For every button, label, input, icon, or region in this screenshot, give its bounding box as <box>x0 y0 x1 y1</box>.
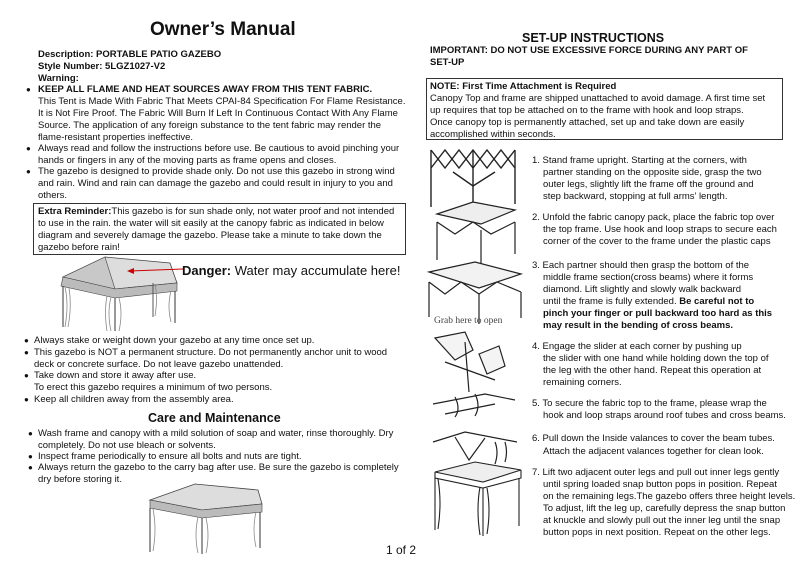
care-line: Always return the gazebo to the carry bag after use. Be sure the gazebo is completely <box>38 462 399 473</box>
note-line: Once canopy top is permanently attached, set up and take down are easily <box>430 117 745 128</box>
step-5-strap-drawing <box>433 394 515 417</box>
bullet-icon: ● <box>28 429 33 438</box>
bullet-icon: ● <box>24 348 29 357</box>
warning-label: Warning: <box>38 73 79 84</box>
note-line: Keep all children away from the assembly area. <box>34 394 234 405</box>
warning-2-line: Always read and follow the instructions before use. Be cautious to avoid pinching your <box>38 143 400 154</box>
step-7-line: 7. Lift two adjacent outer legs and pull out inner legs gently <box>532 467 780 478</box>
bullet-icon: ● <box>24 395 29 404</box>
step-3-frame-drawing <box>429 262 521 324</box>
step-6-line: 6. Pull down the Inside valances to cover the beam tubes. <box>532 433 775 444</box>
note-line: deck or concrete surface. Do not leave gazebo unattended. <box>34 359 284 370</box>
note-line: Take down and store it away after use. <box>34 370 197 381</box>
bullet-icon: ● <box>26 144 31 153</box>
danger-callout <box>182 263 400 278</box>
extra-reminder-line: gazebo before rain! <box>38 242 120 253</box>
note-heading: NOTE: First Time Attachment is Required <box>430 81 617 92</box>
step-3-line: diamond. Lift slightly and slowly walk backward <box>543 284 742 295</box>
bullet-icon: ● <box>28 452 33 461</box>
extra-reminder-line: to use in the rain. the water will sit easily at the canopy fabric as indicated in below <box>38 218 384 229</box>
bullet-icon: ● <box>26 167 31 176</box>
step-5-line: hook and loop straps around roof tubes and cross beams. <box>543 410 786 421</box>
warning-3-line: and rain. Wind and rain can damage the gazebo and could result in injury to you and <box>38 178 393 189</box>
step-1-line: partner standing on the opposite side, grasp the two <box>543 167 762 178</box>
important-line: IMPORTANT: DO NOT USE EXCESSIVE FORCE DURING ANY PART OF <box>430 45 748 56</box>
bullet-icon: ● <box>28 463 33 472</box>
care-line: dry before storing it. <box>38 474 122 485</box>
warning-1-line: This Tent is Made With Fabric That Meets CPAI-84 Specification For Flame Resistance. <box>38 96 406 107</box>
step-6-valance-drawing <box>433 432 517 464</box>
care-line: Inspect frame periodically to ensure all bolts and nuts are tight. <box>38 451 302 462</box>
step-2-line: the top frame. Use hook and loop straps to secure each <box>543 224 777 235</box>
danger-text: Water may accumulate here! <box>231 263 401 278</box>
warning-1-line: It is Not Fire Proof. The Fabric Will Burn If Left In Continuous Contact With Any Flame <box>38 108 398 119</box>
step-3-line: middle frame section(cross beams) where it forms <box>543 272 754 283</box>
step-3-text: until the frame is fully extended. <box>543 296 677 307</box>
note-line: accomplished within seconds. <box>430 129 556 140</box>
step-1-line: step backward, stopping at full arms’ length. <box>543 191 728 202</box>
setup-heading: SET-UP INSTRUCTIONS <box>522 31 665 45</box>
step-4-hand-drawing <box>435 332 505 392</box>
page-number: 1 of 2 <box>386 543 417 557</box>
step-3-line: 3. Each partner should then grasp the bottom of the <box>532 260 750 271</box>
step-2-line: corner of the cover to the frame under the plastic caps <box>543 236 771 247</box>
step-7-line: button pops in next position. Repeat on the other legs. <box>543 527 771 538</box>
care-line: Wash frame and canopy with a mild solution of soap and water, rinse thoroughly. Dry <box>38 428 394 439</box>
setup-illustrations <box>425 142 525 537</box>
warning-1-line: Source. The application of any foreign substance to the tent fabric may render the <box>38 120 382 131</box>
page-title: Owner’s Manual <box>150 19 296 40</box>
care-heading: Care and Maintenance <box>148 411 281 425</box>
gazebo-diagram <box>140 480 270 555</box>
extra-reminder-line: diagram and severely damage the gazebo. Please take a minute to take down the <box>38 230 382 241</box>
bullet-icon: ● <box>24 371 29 380</box>
gazebo-water-diagram <box>45 253 185 333</box>
step-2-line: 2. Unfold the fabric canopy pack, place the fabric top over <box>532 212 775 223</box>
step-4-line: the slider with one hand while holding down the top of <box>543 353 769 364</box>
step-7-line: until spring loaded snap button pops in position. Repeat <box>543 479 777 490</box>
step-3-warning: Be careful not to <box>676 296 755 307</box>
note-line: Always stake or weight down your gazebo at any time once set up. <box>34 335 315 346</box>
bullet-icon: ● <box>24 336 29 345</box>
step-7-line: To adjust, lift the leg up, carefully depress the snap button <box>543 503 786 514</box>
style-number: Style Number: 5LGZ1027-V2 <box>38 61 166 72</box>
step-7-line: on the remaining legs.The gazebo offers three height levels. <box>543 491 796 502</box>
note-line: up requires that top be attached on to the frame with hook and loop straps. <box>430 105 744 116</box>
grab-here-label: Grab here to open <box>434 316 503 326</box>
important-line: SET-UP <box>430 57 465 68</box>
step-3-line <box>543 296 754 308</box>
warning-2-line: hands or fingers in any of the moving parts as frame opens and closes. <box>38 155 337 166</box>
step-2-frame-drawing <box>437 202 515 266</box>
danger-label: Danger: <box>182 263 232 278</box>
step-6-line: Attach the adjacent valances together for clean look. <box>543 446 764 457</box>
step-7-gazebo-drawing <box>435 462 521 536</box>
step-3-warning: pinch your finger or pull backward too hard as this <box>543 308 773 319</box>
bullet-icon: ● <box>26 85 31 94</box>
step-7-line: at knuckle and slowly pull out the inner leg until the snap <box>543 515 781 526</box>
note-line: This gazebo is NOT a permanent structure. Do not permanently anchor unit to wood <box>34 347 388 358</box>
step-1-line: outer legs, slightly lift the frame off the ground and <box>543 179 754 190</box>
step-4-line: remaining corners. <box>543 377 622 388</box>
step-1-line: 1. Stand frame upright. Starting at the corners, with <box>532 155 747 166</box>
extra-reminder-label: Extra Reminder: <box>38 206 112 217</box>
warning-1-line: flame-resistant properties ineffective. <box>38 132 194 143</box>
warning-3-line: others. <box>38 190 68 201</box>
warning-3-line: The gazebo is designed to provide shade only. Do not use this gazebo in strong wind <box>38 166 395 177</box>
step-4-line: 4. Engage the slider at each corner by pushing up <box>532 341 742 352</box>
care-line: completely. Do not use bleach or solvents. <box>38 440 216 451</box>
step-3-warning: may result in the bending of cross beams. <box>543 320 734 331</box>
step-5-line: 5. To secure the fabric top to the frame, please wrap the <box>532 398 767 409</box>
extra-reminder-line <box>38 206 394 218</box>
note-line: To erect this gazebo requires a minimum of two persons. <box>34 382 273 393</box>
extra-reminder-text: This gazebo is for sun shade only, not water proof and not intended <box>111 206 395 217</box>
warning-1-heading: KEEP ALL FLAME AND HEAT SOURCES AWAY FROM THIS TENT FABRIC. <box>38 84 373 95</box>
product-description: Description: PORTABLE PATIO GAZEBO <box>38 49 222 60</box>
step-4-line: the leg with the other hand. Repeat this operation at <box>543 365 762 376</box>
note-line: Canopy Top and frame are shipped unattached to avoid damage. A first time set <box>430 93 766 104</box>
